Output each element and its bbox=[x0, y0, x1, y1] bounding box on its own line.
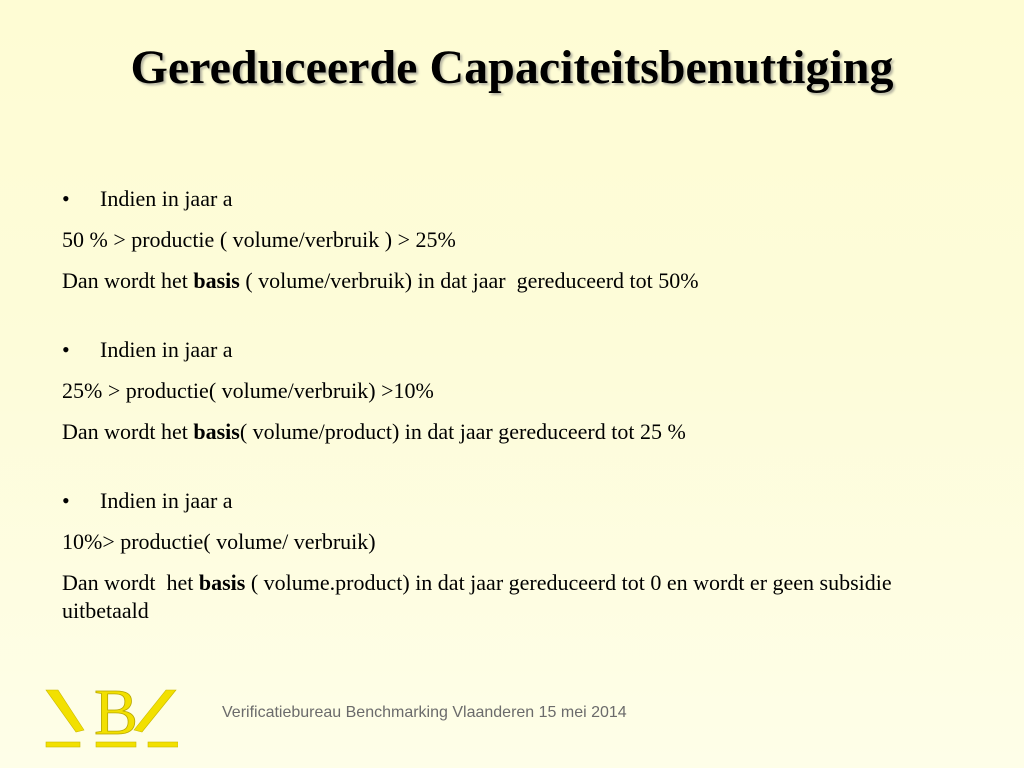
bullet-item bbox=[62, 336, 982, 364]
result-bold-term: basis bbox=[193, 268, 240, 293]
result-prefix: Dan wordt het bbox=[62, 268, 194, 293]
slide-title: Gereduceerde Capaciteitsbenuttiging bbox=[130, 41, 894, 94]
footer-text: Verificatiebureau Benchmarking Vlaanderen 15 mei 2014 bbox=[222, 704, 627, 721]
condition-line: 10%> productie( volume/ verbruik) bbox=[62, 529, 376, 554]
logo-underline-right bbox=[148, 742, 178, 747]
result-line bbox=[62, 569, 982, 625]
logo-letter: B bbox=[93, 680, 139, 749]
condition-line: 25% > productie( volume/verbruik) >10% bbox=[62, 378, 434, 403]
bullet-item bbox=[62, 487, 982, 515]
result-prefix: Dan wordt het bbox=[62, 419, 194, 444]
result-bold-term: basis bbox=[193, 419, 240, 444]
bullet-text: Indien in jaar a bbox=[100, 337, 233, 362]
condition-line: 50 % > productie ( volume/verbruik ) > 25% bbox=[62, 227, 456, 252]
result-bold-term: basis bbox=[198, 570, 246, 595]
result-suffix: ( volume.product) in dat jaar gereduceerd tot 0 en wordt er geen subsidie uitbetaald bbox=[62, 570, 892, 623]
vbv-logo bbox=[44, 680, 178, 750]
logo-right-slash bbox=[134, 690, 176, 732]
result-prefix: Dan wordt het bbox=[62, 570, 199, 595]
result-line bbox=[62, 267, 982, 295]
bullet-dot: • bbox=[62, 337, 70, 362]
bullet-text: Indien in jaar a bbox=[100, 488, 233, 513]
logo-left-v-stroke bbox=[46, 690, 84, 732]
logo-underline-left bbox=[46, 742, 80, 747]
bullet-text: Indien in jaar a bbox=[100, 186, 233, 211]
bullet-item bbox=[62, 185, 982, 213]
bullet-dot: • bbox=[62, 186, 70, 211]
result-suffix: ( volume/product) in dat jaar gereduceerd tot 25 % bbox=[239, 419, 686, 444]
slide-body bbox=[62, 185, 982, 638]
bullet-dot: • bbox=[62, 488, 70, 513]
result-suffix: ( volume/verbruik) in dat jaar gereduceerd tot 50% bbox=[239, 268, 699, 293]
result-line bbox=[62, 418, 982, 446]
